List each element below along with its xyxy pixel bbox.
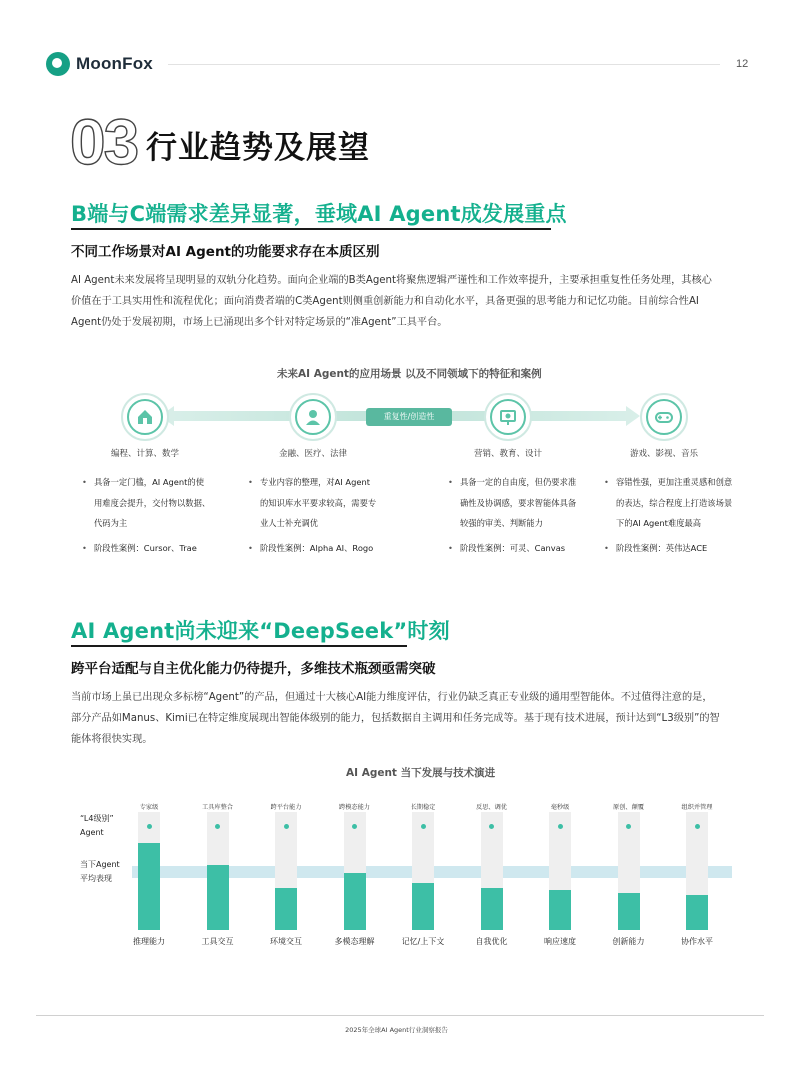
footer-text: 2025年全球AI Agent行业洞察报告 bbox=[345, 1026, 448, 1034]
chart-title: AI Agent 当下发展与技术演进 bbox=[346, 767, 496, 779]
section2-subtitle: 跨平台适配与自主优化能力仍待提升，多维技术瓶颈亟需突破 bbox=[71, 661, 436, 677]
section1-title: B端与C端需求差异显著，垂域AI Agent成发展重点 bbox=[71, 202, 567, 226]
top-label: 原创、颠覆 bbox=[613, 804, 644, 811]
top-label: 反思、调优 bbox=[476, 804, 507, 811]
top-dot bbox=[626, 824, 631, 829]
category-3-label: 营销、教育、设计 bbox=[473, 449, 542, 459]
category-3-case: • 阶段性案例：可灵、Canvas bbox=[448, 538, 578, 559]
category-label: 多模态理解 bbox=[334, 937, 375, 946]
category-2-case: • 阶段性案例：Alpha AI、Rogo bbox=[248, 538, 378, 559]
top-dot bbox=[284, 824, 289, 829]
top-dot bbox=[421, 824, 426, 829]
footer-divider bbox=[36, 1015, 764, 1016]
current-average-label: 当下Agent 平均表现 bbox=[80, 860, 120, 883]
top-dot bbox=[695, 824, 700, 829]
bar bbox=[275, 888, 297, 930]
top-label: 跨模态能力 bbox=[339, 804, 370, 811]
bar bbox=[344, 873, 366, 930]
bar bbox=[549, 890, 571, 930]
page-number: 12 bbox=[736, 58, 749, 70]
category-label: 记忆/上下文 bbox=[401, 937, 445, 946]
figure1-title: 未来AI Agent的应用场景 以及不同领域下的特征和案例 bbox=[277, 368, 542, 380]
chapter-title: 行业趋势及展望 bbox=[146, 130, 370, 166]
category-label: 创新能力 bbox=[612, 937, 645, 946]
top-dot bbox=[215, 824, 220, 829]
category-1-feature: • 具备一定门槛，AI Agent的使用难度会提升，交付物以数据、代码为主 bbox=[82, 472, 212, 534]
bar bbox=[207, 865, 229, 930]
category-4-feature: • 容错性强，更加注重灵感和创意的表达，综合程度上打造该场景下的AI Agent难度最高 bbox=[604, 472, 734, 534]
section1-paragraph: AI Agent未来发展将呈现明显的双轨分化趋势。面向企业端的B类Agent将聚焦逻辑严谨性和工作效率提升，主要承担重复性任务处理，其核心价值在于工具实用性和流程优化；面向消费者端的C类Agent则侧重创新能力和自动化水平，具备更强的思考能力和记忆功能。目前综合性AI Agent仍处于发展初期，市场上已涌现出多个针对特定场景的“准Agent”工具平台。 bbox=[71, 275, 712, 328]
category-label: 工具交互 bbox=[201, 937, 234, 946]
top-label: 专家级 bbox=[139, 804, 159, 811]
category-label: 自我优化 bbox=[475, 937, 508, 946]
top-label: 毫秒级 bbox=[550, 804, 570, 811]
category-4-case: • 阶段性案例：英伟达ACE bbox=[604, 538, 734, 559]
top-label: 长期稳定 bbox=[410, 804, 436, 811]
center-tag: 重复性/创造性 bbox=[366, 408, 452, 426]
category-1-case: • 阶段性案例：Cursor、Trae bbox=[82, 538, 212, 559]
category-label: 响应速度 bbox=[544, 937, 576, 946]
category-2-feature: • 专业内容的整理，对AI Agent的知识库水平要求较高，需要专业人士补充调优 bbox=[248, 472, 378, 534]
category-label: 推理能力 bbox=[133, 937, 165, 946]
top-dot bbox=[352, 824, 357, 829]
l4-agent-label: “L4级别” Agent bbox=[80, 814, 114, 837]
bar bbox=[618, 893, 640, 930]
category-3-feature: • 具备一定的自由度，但仍要求准确性及协调感，要求智能体具备较强的审美、判断能力 bbox=[448, 472, 578, 534]
bar bbox=[412, 883, 434, 930]
bar bbox=[686, 895, 708, 930]
bar bbox=[138, 843, 160, 930]
section2-title: AI Agent尚未迎来“DeepSeek”时刻 bbox=[71, 619, 450, 643]
category-4-label: 游戏、影视、音乐 bbox=[629, 449, 698, 459]
top-label: 跨平台能力 bbox=[270, 804, 302, 811]
top-dot bbox=[147, 824, 152, 829]
top-label: 组织并管理 bbox=[681, 804, 713, 811]
bar bbox=[481, 888, 503, 930]
category-2-label: 金融、医疗、法律 bbox=[278, 449, 347, 459]
top-dot bbox=[489, 824, 494, 829]
category-label: 环境交互 bbox=[270, 937, 302, 946]
section2-paragraph: 当前市场上虽已出现众多标榜“Agent”的产品，但通过十大核心AI能力维度评估，行业仍缺乏真正专业级的通用型智能体。不过值得注意的是，部分产品如Manus、Kimi已在特定维度展现出智能体级别的能力，包括数据自主调用和任务完成等。基于现有技术进展，预计达到“L3级别”的智能体将很快实现。 bbox=[71, 692, 720, 745]
chapter-number: 03 bbox=[70, 106, 138, 178]
category-label: 协作水平 bbox=[681, 937, 713, 946]
top-dot bbox=[558, 824, 563, 829]
top-label: 工具库整合 bbox=[202, 804, 233, 811]
section1-subtitle: 不同工作场景对AI Agent的功能要求存在本质区别 bbox=[71, 244, 380, 260]
brand-name: MoonFox bbox=[76, 54, 153, 73]
category-1-label: 编程、计算、数学 bbox=[110, 449, 179, 459]
